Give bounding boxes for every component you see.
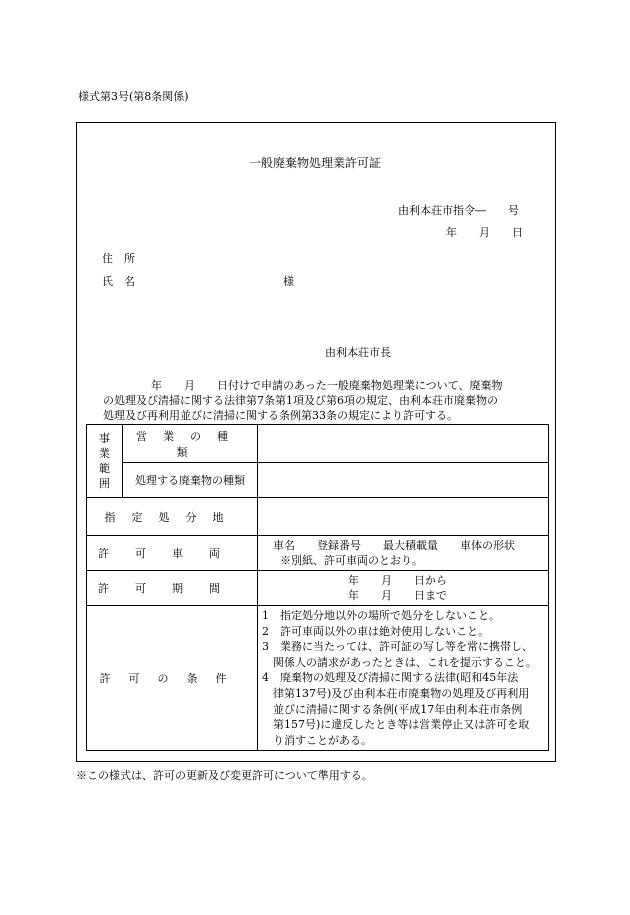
permission-text-line: 処理及び再利用並びに清掃に関する条例第33条の規定により許可する。 — [103, 409, 458, 422]
vehicles-columns: 車名 登録番号 最大積載量 車体の形状 — [273, 539, 515, 552]
conditions-label: 許可の条件 — [99, 672, 245, 686]
vehicles-label: 許可車両 — [98, 547, 246, 560]
waste-type-value — [258, 463, 549, 498]
footnote: ※この様式は、許可の更新及び変更許可について準用する。 — [76, 769, 373, 782]
address-label: 住 所 — [102, 252, 135, 265]
condition-line: 律第137号)及び由利本荘市廃棄物の処理及び再利用 — [273, 686, 530, 700]
business-type-label-cell — [123, 425, 258, 463]
permission-text-line: の処理及び清掃に関する法律第7条第1項及び第6項の規定、由利本荘市廃棄物の — [103, 394, 498, 407]
period-label-cell — [87, 571, 258, 606]
period-value — [258, 571, 549, 606]
business-type-label: 営業の種類 — [136, 429, 244, 459]
period-label: 許可期間 — [98, 582, 246, 595]
condition-line: 4 廃棄物の処理及び清掃に関する法律(昭和45年法 — [262, 671, 519, 685]
honorific: 様 — [283, 275, 294, 288]
issuer-name: 由利本荘市長 — [325, 346, 391, 359]
waste-type-label-cell — [123, 463, 258, 498]
waste-type-label: 処理する廃棄物の種類 — [135, 474, 245, 487]
permission-text-line: 年 月 日付けで申請のあった一般廃棄物処理業について、廃棄物 — [151, 379, 503, 392]
condition-line: 並びに清掃に関する条例(平成17年由利本荘市条例 — [273, 702, 523, 716]
vehicles-label-cell — [87, 536, 258, 571]
issue-date: 年 月 日 — [446, 226, 523, 239]
conditions-list — [258, 606, 549, 751]
business-scope-label: 事業範囲 — [99, 432, 110, 490]
conditions-label-cell — [87, 606, 258, 751]
form-number-label: 様式第3号(第8条関係) — [78, 90, 189, 103]
disposal-site-value — [258, 498, 549, 536]
condition-line: 第157号)に違反したとき等は営業停止又は許可を取 — [273, 718, 530, 732]
name-label: 氏 名 — [102, 275, 135, 288]
business-scope-label-cell — [87, 425, 123, 498]
document-number: 由利本荘市指令― 号 — [398, 204, 519, 217]
permit-details-table — [86, 424, 549, 751]
period-from: 年 月 日から — [348, 574, 447, 587]
certificate-title: 一般廃棄物処理業許可証 — [248, 156, 381, 170]
condition-line: り消すことがある。 — [273, 733, 372, 747]
disposal-site-label: 指定処分地 — [104, 510, 240, 524]
vehicles-note: ※別紙、許可車両のとおり。 — [280, 554, 423, 567]
condition-line: 1 指定処分地以外の場所で処分をしないこと。 — [262, 609, 500, 622]
condition-line: 2 許可車両以外の車は絶対使用しないこと。 — [262, 624, 489, 638]
disposal-site-label-cell — [87, 498, 258, 536]
condition-line: 関係人の請求があったときは、これを提示すること。 — [273, 655, 537, 669]
condition-line: 3 業務に当たっては、許可証の写し等を常に携帯し、 — [262, 640, 533, 654]
business-type-value — [258, 425, 549, 463]
vehicles-value — [258, 536, 549, 571]
period-to: 年 月 日まで — [348, 589, 447, 602]
permission-text — [103, 378, 533, 423]
